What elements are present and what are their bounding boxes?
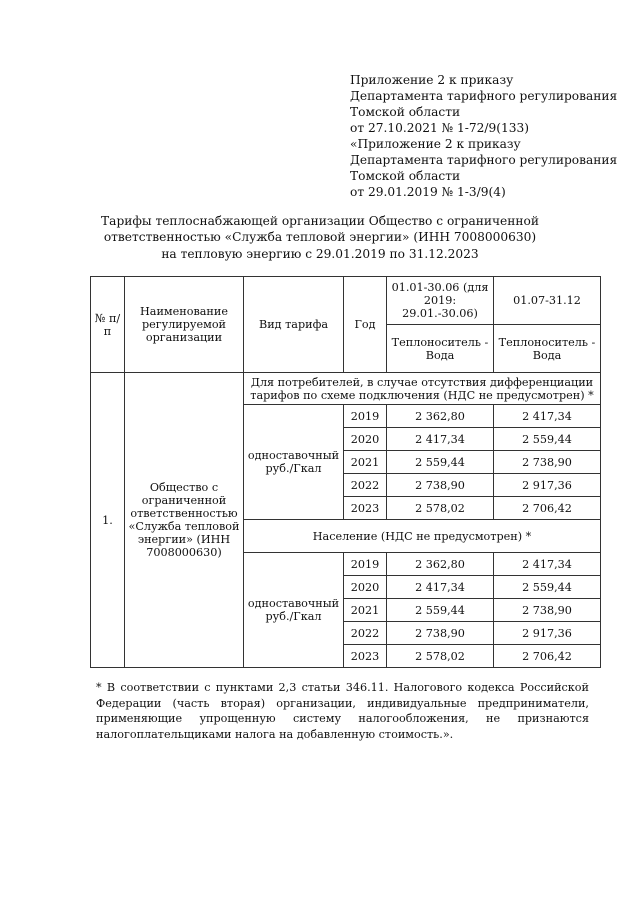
title-line: Тарифы теплоснабжающей организации Общество с ограниченной xyxy=(101,214,539,228)
header-line: от 27.10.2021 № 1-72/9(133) xyxy=(350,121,530,135)
tariff-type: одноставочный руб./Гкал xyxy=(244,553,344,668)
tariff-value-h1: 2 559,44 xyxy=(387,599,494,622)
document-header xyxy=(350,72,617,200)
header-organization: Наименование регулируемой организации xyxy=(125,277,244,373)
year-cell: 2022 xyxy=(344,474,387,497)
year-cell: 2020 xyxy=(344,576,387,599)
header-carrier-1: Теплоноситель - Вода xyxy=(387,325,494,373)
row-number: 1. xyxy=(91,373,125,668)
tariff-value-h1: 2 362,80 xyxy=(387,405,494,428)
section-title: Население (НДС не предусмотрен) * xyxy=(244,520,601,553)
header-line: Томской области xyxy=(350,169,461,183)
header-period-2: 01.07-31.12 xyxy=(494,277,601,325)
tariff-value-h1: 2 362,80 xyxy=(387,553,494,576)
tariff-value-h1: 2 738,90 xyxy=(387,622,494,645)
header-line: от 29.01.2019 № 1-3/9(4) xyxy=(350,185,506,199)
year-cell: 2022 xyxy=(344,622,387,645)
tariff-value-h2: 2 738,90 xyxy=(494,451,601,474)
header-tariff-type: Вид тарифа xyxy=(244,277,344,373)
tariff-value-h1: 2 417,34 xyxy=(387,576,494,599)
tariff-type: одноставочный руб./Гкал xyxy=(244,405,344,520)
footnote: * В соответствии с пунктами 2,3 статьи 346.11. Налогового кодекса Российской Федерации (часть вторая) организации, индивидуальные предприниматели, применяющие упрощенную систему налогообложения, не признаются налогоплательщиками налога на добавленную стоимость.». xyxy=(96,681,589,741)
tariff-value-h2: 2 559,44 xyxy=(494,428,601,451)
tariff-value-h2: 2 417,34 xyxy=(494,405,601,428)
tariff-table xyxy=(90,276,601,668)
tariff-value-h2: 2 917,36 xyxy=(494,622,601,645)
tariff-value-h1: 2 559,44 xyxy=(387,451,494,474)
tariff-value-h1: 2 578,02 xyxy=(387,645,494,668)
header-num: № п/п xyxy=(91,277,125,373)
header-carrier-2: Теплоноситель - Вода xyxy=(494,325,601,373)
tariff-value-h1: 2 417,34 xyxy=(387,428,494,451)
tariff-value-h1: 2 738,90 xyxy=(387,474,494,497)
year-cell: 2023 xyxy=(344,645,387,668)
year-cell: 2019 xyxy=(344,553,387,576)
tariff-value-h2: 2 706,42 xyxy=(494,645,601,668)
section-title: Для потребителей, в случае отсутствия дифференциации тарифов по схеме подключения (НДС не предусмотрен) * xyxy=(244,373,601,405)
tariff-value-h2: 2 559,44 xyxy=(494,576,601,599)
tariff-value-h2: 2 917,36 xyxy=(494,474,601,497)
header-line: Департамента тарифного регулирования xyxy=(350,153,618,167)
header-line: Департамента тарифного регулирования xyxy=(350,89,618,103)
year-cell: 2020 xyxy=(344,428,387,451)
header-line: Приложение 2 к приказу xyxy=(350,73,514,87)
document-title xyxy=(90,213,550,262)
organization-name: Общество с ограниченной ответственностью «Служба тепловой энергии» (ИНН 7008000630) xyxy=(125,373,244,668)
year-cell: 2021 xyxy=(344,599,387,622)
header-period-1: 01.01-30.06 (для 2019: 29.01.-30.06) xyxy=(387,277,494,325)
header-line: «Приложение 2 к приказу xyxy=(350,137,521,151)
year-cell: 2019 xyxy=(344,405,387,428)
header-line: Томской области xyxy=(350,105,461,119)
tariff-value-h2: 2 738,90 xyxy=(494,599,601,622)
tariff-value-h1: 2 578,02 xyxy=(387,497,494,520)
year-cell: 2023 xyxy=(344,497,387,520)
year-cell: 2021 xyxy=(344,451,387,474)
header-year: Год xyxy=(344,277,387,373)
title-line: ответственностью «Служба тепловой энергии» (ИНН 7008000630) xyxy=(103,230,537,245)
tariff-value-h2: 2 706,42 xyxy=(494,497,601,520)
tariff-value-h2: 2 417,34 xyxy=(494,553,601,576)
title-line: на тепловую энергию с 29.01.2019 по 31.12.2023 xyxy=(161,246,479,261)
